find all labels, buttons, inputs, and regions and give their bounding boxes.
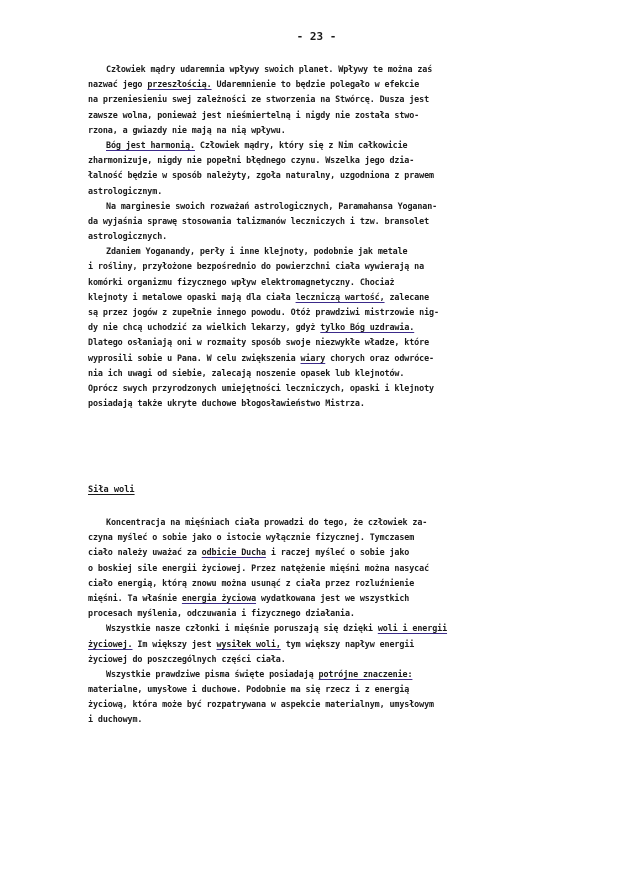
underlined-phrase: przeszłością.	[147, 79, 212, 90]
text-line	[88, 320, 570, 335]
text-run: życiową, która może być rozpatrywana w aspekcie materialnym, umysłowym	[88, 699, 434, 710]
text-run: Człowiek mądry udaremnia wpływy swoich planet. Wpływy te można zaś	[106, 64, 433, 74]
underlined-phrase: leczniczą wartość,	[295, 291, 385, 302]
text-line	[88, 244, 570, 259]
text-line	[88, 606, 570, 621]
text-run: o boskiej sile energii życiowej. Przez natężenie mięśni można nasycać	[88, 562, 430, 573]
underlined-phrase: wysiłek woli,	[216, 638, 281, 649]
text-run: tym większy napływ energii	[280, 638, 415, 649]
text-run: komórki organizmu fizycznego wpływ elektromagnetyczny. Chociaż	[88, 276, 395, 287]
text-line	[88, 712, 570, 727]
text-line	[88, 545, 570, 560]
text-run: zharmonizuje, nigdy nie popełni błędnego czynu. Wszelka jego dzia-	[88, 155, 415, 166]
underlined-phrase: odbicie Ducha	[201, 547, 266, 558]
text-run: są przez jogów z zupełnie innego powodu. Otóż prawdziwi mistrzowie nig-	[88, 307, 439, 317]
text-line	[88, 621, 570, 636]
text-run: rzona, a gwiazdy nie mają na nią wpływu.	[88, 124, 286, 135]
paragraph-block-willpower	[88, 515, 570, 728]
text-run: ciało energią, którą znowu można usunąć z ciała przez rozluźnienie	[88, 577, 415, 588]
underlined-phrase: potrójne znaczenie:	[318, 668, 413, 679]
text-run: zalecane	[384, 291, 430, 302]
text-line	[88, 214, 570, 229]
underlined-phrase: życiowej.	[88, 638, 133, 649]
text-run: ciało należy uważać za	[88, 547, 202, 558]
text-run: klejnoty i metalowe opaski mają dla ciała	[88, 291, 296, 302]
text-line	[88, 229, 570, 244]
page-number: - 23 -	[296, 30, 337, 43]
text-run: Dlatego osłaniają oni w rozmaity sposób swoje niezwykłe władze, które	[88, 337, 430, 348]
text-line	[88, 682, 570, 697]
text-line	[88, 351, 570, 366]
text-run: procesach myślenia, odczuwania i fizycznego działania.	[88, 608, 355, 619]
underlined-phrase: energia życiowa	[181, 592, 257, 603]
text-line	[88, 108, 570, 123]
text-line	[88, 576, 570, 591]
text-run: zawsze wolna, ponieważ jest nieśmiertelną i nigdy nie została stwo-	[88, 109, 420, 120]
text-run: materialne, umysłowe i duchowe. Podobnie ma się rzecz i z energią	[88, 684, 410, 695]
text-line	[88, 637, 570, 652]
text-line	[88, 305, 570, 320]
text-line	[88, 667, 570, 682]
text-line	[88, 184, 570, 199]
text-line	[88, 366, 570, 381]
text-line	[88, 697, 570, 712]
section-heading: Siła woli	[88, 485, 135, 495]
text-line	[88, 138, 570, 153]
text-line	[88, 290, 570, 305]
text-run: chorych oraz odwróce-	[325, 352, 434, 363]
text-run: Udaremnienie to będzie polegało w efekcie	[211, 79, 420, 90]
text-run: łalność będzie w sposób należyty, zgoła naturalny, uzgodniona z prawem	[88, 170, 434, 181]
text-run: dy nie chcą uchodzić za wielkich lekarzy, gdyż	[88, 322, 321, 333]
text-run: Koncentracja na mięśniach ciała prowadzi do tego, że człowiek za-	[106, 517, 428, 527]
text-run: astrologicznych.	[88, 231, 168, 242]
text-run: Człowiek mądry, który się z Nim całkowicie	[194, 139, 408, 150]
text-run: i raczej myśleć o sobie jako	[265, 547, 410, 558]
text-line	[88, 259, 570, 274]
text-run: i duchowym.	[88, 714, 143, 725]
text-line	[88, 515, 570, 530]
text-line	[88, 530, 570, 545]
text-run: i rośliny, przyłożone bezpośrednio do powierzchni ciała wywierają na	[88, 261, 425, 272]
text-run: mięśni. Ta właśnie	[88, 592, 182, 603]
text-line	[88, 275, 570, 290]
text-run: Oprócz swych przyrodzonych umiejętności leczniczych, opaski i klejnoty	[88, 382, 434, 393]
text-run: nia ich uwagi od siebie, zalecają noszenie opasek lub klejnotów.	[88, 367, 405, 378]
text-line	[88, 92, 570, 107]
underlined-phrase: woli i energii	[377, 623, 448, 634]
text-line	[88, 199, 570, 214]
text-line	[88, 168, 570, 183]
text-line	[88, 123, 570, 138]
underlined-phrase: tylko Bóg uzdrawia.	[320, 322, 415, 333]
text-line	[88, 396, 570, 411]
text-line	[88, 652, 570, 667]
text-line	[88, 591, 570, 606]
text-run: Na marginesie swoich rozważań astrologicznych, Paramahansa Yoganan-	[106, 200, 438, 211]
text-run: astrologicznym.	[88, 185, 163, 196]
paragraph-block-astrology	[88, 62, 570, 411]
underlined-phrase: Bóg jest harmonią.	[106, 139, 195, 150]
text-run: na przeniesieniu swej zależności ze stworzenia na Stwórcę. Dusza jest	[88, 94, 430, 105]
text-run: życiowej do poszczególnych części ciała.	[88, 653, 286, 664]
text-run: wydatkowana jest we wszystkich	[256, 592, 410, 603]
text-line	[88, 381, 570, 396]
text-line	[88, 561, 570, 576]
text-run: posiadają także ukryte duchowe błogosławieństwo Mistrza.	[88, 398, 365, 409]
text-run: Im większy jest	[132, 638, 217, 649]
text-line	[88, 62, 570, 77]
text-run: nazwać jego	[88, 79, 148, 90]
text-run: da wyjaśnia sprawę stosowania talizmanów leczniczych i tzw. bransolet	[88, 215, 430, 226]
text-line	[88, 153, 570, 168]
text-run: czyna myśleć o sobie jako o istocie wyłącznie fizycznej. Tymczasem	[88, 532, 415, 543]
text-line	[88, 335, 570, 350]
text-run: Zdaniem Yoganandy, perły i inne klejnoty, podobnie jak metale	[106, 246, 408, 257]
underlined-phrase: wiary	[300, 352, 326, 363]
text-line	[88, 77, 570, 92]
text-run: wyprosili sobie u Pana. W celu zwiększenia	[88, 352, 301, 363]
text-run: Wszystkie prawdziwe pisma święte posiadają	[106, 668, 319, 679]
text-run: Wszystkie nasze członki i mięśnie poruszają się dzięki	[106, 623, 378, 634]
